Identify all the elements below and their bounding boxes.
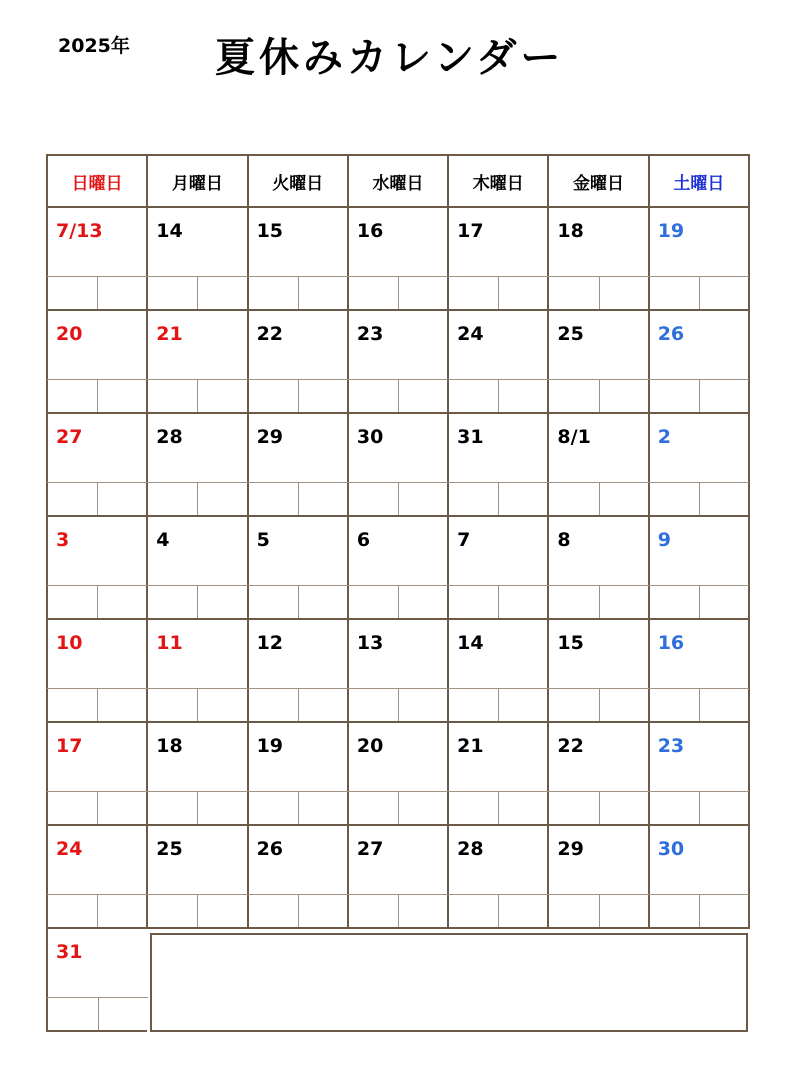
day-number: 23 <box>657 735 685 757</box>
day-number: 26 <box>256 838 284 860</box>
note-slots <box>548 894 648 927</box>
day-cell <box>47 413 147 516</box>
day-cell <box>47 928 147 1031</box>
day-number: 18 <box>156 735 183 757</box>
note-slots <box>248 791 348 824</box>
day-cell <box>649 619 749 722</box>
day-cell <box>649 310 749 413</box>
note-slots <box>47 276 147 309</box>
day-number: 15 <box>557 632 584 654</box>
note-slots <box>348 894 448 927</box>
day-number: 7 <box>457 529 471 551</box>
day-number: 6 <box>356 529 371 551</box>
note-slots <box>47 791 147 824</box>
note-slots <box>548 276 648 309</box>
day-number: 31 <box>56 941 83 963</box>
note-slots <box>248 482 348 515</box>
note-slots <box>248 379 348 412</box>
weekday-saturday: 土曜日 <box>649 155 749 207</box>
day-cell <box>448 722 548 825</box>
day-cell <box>248 310 348 413</box>
note-slots <box>649 894 749 927</box>
note-slots <box>649 276 749 309</box>
note-slots <box>548 791 648 824</box>
note-slots <box>649 688 749 721</box>
day-number: 19 <box>256 735 284 757</box>
week-row <box>47 207 749 310</box>
day-cell <box>348 722 448 825</box>
note-slots <box>548 688 648 721</box>
note-slots <box>548 482 648 515</box>
day-cell <box>348 825 448 928</box>
day-cell <box>147 722 247 825</box>
day-number: 3 <box>56 529 70 551</box>
day-cell <box>548 207 648 310</box>
note-slots <box>448 482 548 515</box>
day-cell <box>448 207 548 310</box>
note-slots <box>649 482 749 515</box>
day-cell <box>348 516 448 619</box>
day-number: 28 <box>457 838 484 860</box>
day-number: 30 <box>356 426 384 448</box>
day-cell <box>147 825 247 928</box>
note-slots <box>147 688 247 721</box>
day-cell <box>649 825 749 928</box>
note-slots <box>47 688 147 721</box>
weekday-tuesday: 火曜日 <box>248 155 348 207</box>
day-number: 22 <box>256 323 284 345</box>
note-slots <box>448 894 548 927</box>
day-cell <box>147 619 247 722</box>
day-cell <box>248 207 348 310</box>
day-cell <box>548 619 648 722</box>
note-slots <box>348 791 448 824</box>
calendar-weeks <box>47 207 749 1031</box>
note-slots <box>348 276 448 309</box>
day-number: 26 <box>657 323 685 345</box>
week-row <box>47 310 749 413</box>
day-cell <box>548 825 648 928</box>
day-number: 9 <box>657 529 671 551</box>
note-slots <box>47 585 147 618</box>
day-cell <box>348 413 448 516</box>
day-number: 19 <box>657 220 685 242</box>
note-slots <box>147 894 247 927</box>
day-cell <box>248 516 348 619</box>
day-number: 31 <box>457 426 484 448</box>
day-cell <box>448 413 548 516</box>
day-cell <box>448 310 548 413</box>
note-slots <box>348 585 448 618</box>
day-number: 11 <box>156 632 183 654</box>
weekday-header-row <box>47 155 749 207</box>
day-number: 16 <box>657 632 685 654</box>
day-number: 29 <box>557 838 584 860</box>
day-cell <box>348 310 448 413</box>
day-cell <box>649 413 749 516</box>
note-slots <box>147 482 247 515</box>
day-cell <box>348 207 448 310</box>
day-cell <box>47 516 147 619</box>
day-number: 24 <box>56 838 83 860</box>
note-slots <box>348 482 448 515</box>
note-slots <box>448 585 548 618</box>
week-row <box>47 619 749 722</box>
day-cell <box>47 825 147 928</box>
note-slots <box>248 894 348 927</box>
year-label: 2025年 <box>58 35 130 57</box>
day-cell <box>147 310 247 413</box>
day-number: 20 <box>56 323 83 345</box>
calendar-grid <box>46 154 750 1032</box>
day-cell <box>548 722 648 825</box>
day-cell <box>248 722 348 825</box>
day-cell <box>248 825 348 928</box>
note-slots <box>248 585 348 618</box>
day-cell <box>147 207 247 310</box>
day-number: 28 <box>156 426 183 448</box>
day-number: 5 <box>256 529 270 551</box>
note-slots <box>147 379 247 412</box>
note-slots <box>147 585 247 618</box>
note-slots <box>348 688 448 721</box>
day-number: 14 <box>156 220 183 242</box>
day-cell <box>248 619 348 722</box>
day-number: 14 <box>457 632 484 654</box>
day-cell <box>147 413 247 516</box>
note-slots <box>248 276 348 309</box>
day-number: 21 <box>156 323 183 345</box>
day-number: 15 <box>256 220 284 242</box>
note-slots <box>47 482 147 515</box>
day-cell <box>649 516 749 619</box>
day-cell <box>47 619 147 722</box>
note-slots <box>448 276 548 309</box>
note-slots <box>649 585 749 618</box>
day-number: 29 <box>256 426 284 448</box>
day-cell <box>47 722 147 825</box>
memo-box <box>150 933 748 1032</box>
day-number: 17 <box>457 220 484 242</box>
day-number: 22 <box>557 735 584 757</box>
day-cell <box>147 516 247 619</box>
day-number: 8 <box>557 529 571 551</box>
day-cell <box>248 413 348 516</box>
day-number: 27 <box>356 838 384 860</box>
page-title: 夏休みカレンダー <box>215 35 565 81</box>
day-cell <box>348 619 448 722</box>
note-slots <box>649 379 749 412</box>
day-cell <box>548 413 648 516</box>
week-row <box>47 516 749 619</box>
day-number: 17 <box>56 735 83 757</box>
day-number: 24 <box>457 323 484 345</box>
day-number: 8/1 <box>557 426 591 448</box>
note-slots <box>47 379 147 412</box>
day-number: 18 <box>557 220 584 242</box>
day-number: 20 <box>356 735 384 757</box>
day-number: 2 <box>657 426 671 448</box>
day-cell <box>47 310 147 413</box>
day-number: 21 <box>457 735 484 757</box>
weekday-wednesday: 水曜日 <box>348 155 448 207</box>
note-slots <box>548 379 648 412</box>
day-cell <box>448 516 548 619</box>
day-cell <box>448 619 548 722</box>
note-slots <box>649 791 749 824</box>
day-number: 13 <box>356 632 384 654</box>
day-number: 27 <box>56 426 83 448</box>
day-number: 25 <box>156 838 183 860</box>
day-number: 7/13 <box>56 220 103 242</box>
day-number: 30 <box>657 838 685 860</box>
note-slots <box>147 791 247 824</box>
day-cell <box>448 825 548 928</box>
day-cell <box>548 516 648 619</box>
week-row <box>47 413 749 516</box>
day-cell <box>649 207 749 310</box>
day-number: 12 <box>256 632 284 654</box>
note-slots <box>248 688 348 721</box>
note-slots <box>448 791 548 824</box>
weekday-sunday: 日曜日 <box>47 155 147 207</box>
day-cell <box>548 310 648 413</box>
note-slots <box>448 379 548 412</box>
weekday-friday: 金曜日 <box>548 155 648 207</box>
day-number: 10 <box>56 632 83 654</box>
day-cell <box>649 722 749 825</box>
weekday-monday: 月曜日 <box>147 155 247 207</box>
day-number: 23 <box>356 323 384 345</box>
note-slots <box>147 276 247 309</box>
day-number: 25 <box>557 323 584 345</box>
note-slots <box>448 688 548 721</box>
week-row <box>47 722 749 825</box>
day-number: 16 <box>356 220 384 242</box>
day-cell <box>47 207 147 310</box>
note-slots <box>47 997 148 1030</box>
note-slots <box>348 379 448 412</box>
week-row <box>47 825 749 928</box>
day-number: 4 <box>156 529 170 551</box>
note-slots <box>548 585 648 618</box>
weekday-thursday: 木曜日 <box>448 155 548 207</box>
note-slots <box>47 894 147 927</box>
